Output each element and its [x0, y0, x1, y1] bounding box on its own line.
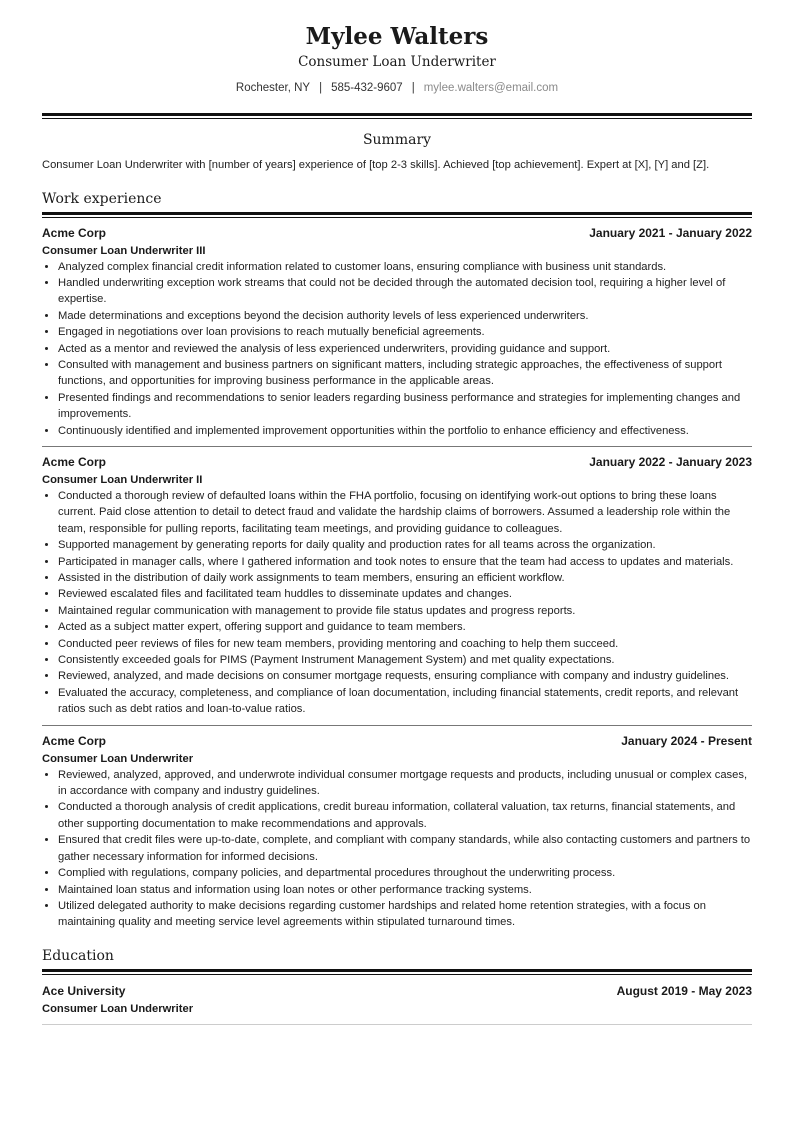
- bullet-item: • Handled underwriting exception work streams that could not be decided through the automated decision tool, requiring a higher level of expertise.: [58, 275, 752, 308]
- contact-separator: |: [319, 82, 323, 94]
- job-company: Acme Corp: [42, 733, 107, 748]
- bullet-item: • Maintained loan status and information using loan notes or other performance tracking systems.: [58, 882, 752, 898]
- bullet-item: • Maintained regular communication with management to provide file status updates and progress reports.: [58, 603, 752, 619]
- work-experience-title: Work experience: [42, 190, 162, 207]
- bullet-item: • Conducted peer reviews of files for new team members, providing mentoring and coaching to help them succeed.: [58, 636, 752, 652]
- bullet-item: • Ensured that credit files were up-to-date, complete, and compliant with company standards, while also contacting customers and partners to gather necessary information for informed decisions.: [58, 832, 752, 865]
- candidate-headline: Consumer Loan Underwriter: [298, 54, 496, 70]
- bullet-item: • Engaged in negotiations over loan provisions to reach mutually beneficial agreements.: [58, 324, 752, 340]
- job-entry: [42, 454, 752, 726]
- contact-separator: |: [411, 82, 415, 94]
- bullet-item: • Consistently exceeded goals for PIMS (Payment Instrument Management System) and met quality expectations.: [58, 652, 752, 668]
- degree: Consumer Loan Underwriter: [42, 1002, 194, 1015]
- email-link[interactable]: mylee.walters@email.com: [423, 82, 559, 94]
- job-divider: [42, 725, 752, 726]
- job-role: Consumer Loan Underwriter: [42, 752, 194, 765]
- summary-title: Summary: [362, 132, 432, 148]
- bullet-item: • Analyzed complex financial credit information related to customer loans, ensuring compliance with business unit standards.: [58, 259, 752, 275]
- job-bullets: [42, 488, 752, 718]
- location: Rochester, NY: [235, 82, 311, 94]
- bullet-item: • Reviewed, analyzed, approved, and underwrote individual consumer mortgage requests and products, including unusual or complex cases, in accordance with company and industry guidelines.: [58, 767, 752, 800]
- phone: 585-432-9607: [331, 82, 403, 94]
- bullet-item: • Conducted a thorough review of defaulted loans within the FHA portfolio, focusing on identifying work-out options to bring these loans current. Paid close attention to detail to detect fraud and validate the hardship claims of borrowers. Assumed a leadership role within the team, responsible for pulling reports, facilitating team meetings, and providing guidance to colleagues.: [58, 488, 752, 537]
- bullet-item: • Continuously identified and implemented improvement opportunities within the portfolio to enhance efficiency and effectiveness.: [58, 423, 752, 439]
- bullet-item: • Reviewed escalated files and facilitated team huddles to disseminate updates and changes.: [58, 586, 752, 602]
- bullet-item: • Conducted a thorough analysis of credit applications, credit bureau information, collateral valuation, tax returns, financial statements, and other supporting documentation to make recommendations and approvals.: [58, 799, 752, 832]
- header-divider: [42, 113, 752, 119]
- job-dates: January 2024 - Present: [621, 733, 752, 748]
- bullet-item: • Evaluated the accuracy, completeness, and compliance of loan documentation, including financial statements, credit reports, and relevant ratios such as debt ratios and loan-to-value ratios.: [58, 685, 752, 718]
- job-role: Consumer Loan Underwriter II: [42, 473, 203, 486]
- job-dates: January 2021 - January 2022: [589, 225, 752, 240]
- bullet-item: • Supported management by generating reports for daily quality and production rates for all teams across the organization.: [58, 537, 752, 553]
- education-title: Education: [42, 947, 114, 964]
- resume-page: [42, 22, 752, 1025]
- bullet-item: • Assisted in the distribution of daily work assignments to team members, ensuring an efficient workflow.: [58, 570, 752, 586]
- education-dates: August 2019 - May 2023: [616, 983, 752, 998]
- job-bullets: [42, 767, 752, 931]
- bullet-item: • Consulted with management and business partners on significant matters, including strategic approaches, the effectiveness of support functions, and opportunities for improving business performance in the applicable areas.: [58, 357, 752, 390]
- job-role: Consumer Loan Underwriter III: [42, 244, 206, 257]
- job-bullets: [42, 259, 752, 439]
- summary-text: Consumer Loan Underwriter with [number of years] experience of [top 2-3 skills]. Achieved [top achievement]. Expert at [X], [Y] and [Z].: [42, 159, 710, 171]
- job-company: Acme Corp: [42, 225, 107, 240]
- job-dates: January 2022 - January 2023: [589, 454, 752, 469]
- bullet-item: • Utilized delegated authority to make decisions regarding customer hardships and related home retention strategies, with a focus on maintaining quality and meeting service level agreements within stipulated turnaround times.: [58, 898, 752, 931]
- bullet-item: • Presented findings and recommendations to senior leaders regarding business performance and strategies for implementing changes and improvements.: [58, 390, 752, 423]
- bullet-item: • Reviewed, analyzed, and made decisions on consumer mortgage requests, ensuring compliance with company and industry guidelines.: [58, 668, 752, 684]
- education-entry: [42, 983, 752, 1025]
- bullet-item: • Complied with regulations, company policies, and departmental procedures throughout the underwriting process.: [58, 865, 752, 881]
- candidate-name: Mylee Walters: [305, 23, 489, 50]
- education-section-divider: [42, 969, 752, 975]
- contact-line: [42, 80, 752, 96]
- work-section-divider: [42, 212, 752, 218]
- bullet-item: • Participated in manager calls, where I gathered information and took notes to ensure that the team had access to updates and materials.: [58, 554, 752, 570]
- job-company: Acme Corp: [42, 454, 107, 469]
- school-name: Ace University: [42, 983, 126, 998]
- bullet-item: • Acted as a subject matter expert, offering support and guidance to team members.: [58, 619, 752, 635]
- bullet-item: • Acted as a mentor and reviewed the analysis of less experienced underwriters, providing guidance and support.: [58, 341, 752, 357]
- job-divider: [42, 446, 752, 447]
- job-entry: [42, 733, 752, 931]
- job-entry: [42, 225, 752, 447]
- bullet-item: • Made determinations and exceptions beyond the decision authority levels of less experienced underwriters.: [58, 308, 752, 324]
- education-divider: [42, 1024, 752, 1025]
